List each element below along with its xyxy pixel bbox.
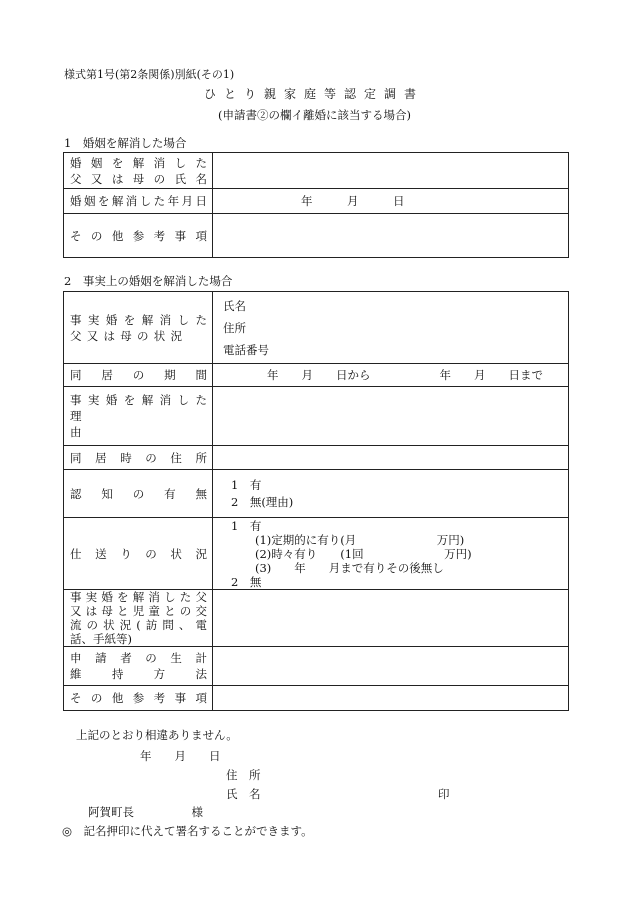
other-notes-field-1[interactable] bbox=[213, 214, 569, 258]
document-subtitle: (申請書②の欄イ離婚に該当する場合) bbox=[218, 108, 411, 122]
status-phone-label: 電話番号 bbox=[223, 342, 269, 357]
support-regular: (1)定期的に有り(月 万円) bbox=[255, 532, 465, 547]
support-yes: 1 有 bbox=[231, 518, 262, 533]
support-no: 2 無 bbox=[231, 574, 262, 589]
section2-table bbox=[63, 291, 569, 711]
signature-notice: ◎ 記名押印に代えて署名することができます。 bbox=[62, 824, 313, 838]
section1-heading: 1 婚姻を解消した場合 bbox=[64, 136, 187, 150]
signature-date[interactable]: 年 月 日 bbox=[140, 749, 221, 763]
applicant-address-label: 住 所 bbox=[226, 768, 261, 782]
section2-heading: 2 事実上の婚姻を解消した場合 bbox=[64, 274, 233, 288]
status-address-label: 住所 bbox=[223, 320, 246, 335]
acknowledgment-field[interactable] bbox=[213, 470, 569, 518]
dissolution-reason-field[interactable] bbox=[213, 387, 569, 446]
parent-name-field[interactable] bbox=[213, 153, 569, 189]
document-title: ひとり親家庭等認定調書 bbox=[204, 87, 425, 101]
support-status-field[interactable] bbox=[213, 518, 569, 590]
acknowledgment-label: 認知の有無 bbox=[64, 470, 213, 518]
applicant-name-label: 氏 名 bbox=[226, 787, 261, 801]
ack-option-no: 2 無(理由) bbox=[231, 494, 294, 509]
status-name-label: 氏名 bbox=[223, 298, 246, 313]
cohabit-period-field[interactable]: 年 月 日から 年 月 日まで bbox=[213, 364, 569, 387]
partner-status-field[interactable] bbox=[213, 292, 569, 364]
dissolution-reason-label: 事実婚を解消した 理由 bbox=[64, 387, 213, 446]
support-until: (3) 年 月まで有りその後無し bbox=[255, 560, 444, 575]
declaration-text: 上記のとおり相違ありません。 bbox=[76, 728, 238, 742]
recipient-line: 阿賀町長 様 bbox=[88, 805, 203, 819]
ack-option-yes: 1 有 bbox=[231, 477, 262, 492]
parent-name-label: 婚姻を解消した 父又は母の氏名 bbox=[64, 153, 213, 189]
cohabit-address-field[interactable] bbox=[213, 446, 569, 470]
dissolved-date-label: 婚姻を解消した年月日 bbox=[64, 189, 213, 214]
child-contact-field[interactable] bbox=[213, 590, 569, 647]
support-status-label: 仕送りの状況 bbox=[64, 518, 213, 590]
support-occasional: (2)時々有り (1回 万円) bbox=[255, 546, 472, 561]
livelihood-field[interactable] bbox=[213, 647, 569, 686]
form-number-label: 様式第1号(第2条関係)別紙(その1) bbox=[64, 68, 235, 81]
livelihood-label: 申請者の生計 維持方法 bbox=[64, 647, 213, 686]
section1-table bbox=[63, 152, 569, 258]
partner-status-label: 事実婚を解消した 父又は母の状況 bbox=[64, 292, 213, 364]
cohabit-address-label: 同居時の住所 bbox=[64, 446, 213, 470]
cohabit-period-label: 同居の期間 bbox=[64, 364, 213, 387]
seal-mark: 印 bbox=[438, 787, 450, 801]
other-notes-label-2: その他参考事項 bbox=[64, 686, 213, 711]
child-contact-label: 事実婚を解消した父 又は母と児童との交 流の状況(訪問、電 話、手紙等) bbox=[64, 590, 213, 647]
dissolved-date-field[interactable]: 年 月 日 bbox=[213, 189, 569, 214]
other-notes-label-1: その他参考事項 bbox=[64, 214, 213, 258]
other-notes-field-2[interactable] bbox=[213, 686, 569, 711]
